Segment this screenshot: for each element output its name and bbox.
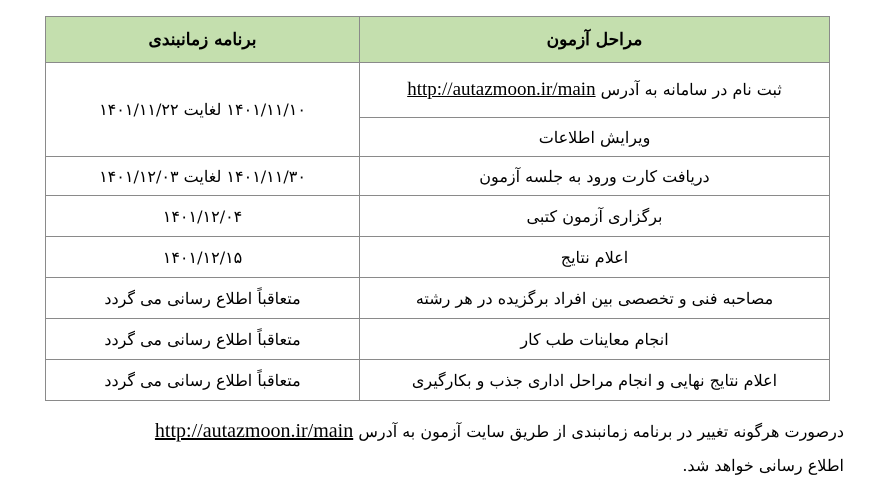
schedule-cell: ۱۴۰۱/۱۲/۰۴ bbox=[46, 196, 360, 237]
autazmoon-link[interactable]: http://autazmoon.ir/main bbox=[407, 79, 596, 100]
table-row bbox=[46, 63, 830, 118]
stage-cell bbox=[360, 63, 830, 118]
header-stage: مراحل آزمون bbox=[360, 17, 830, 63]
table-header-row bbox=[46, 17, 830, 63]
table-row bbox=[46, 157, 830, 196]
table-row bbox=[46, 237, 830, 278]
note-suffix: اطلاع رسانی خواهد شد. bbox=[682, 456, 844, 475]
stage-cell: برگزاری آزمون کتبی bbox=[360, 196, 830, 237]
schedule-cell: ۱۴۰۱/۱۱/۱۰ لغایت ۱۴۰۱/۱۱/۲۲ bbox=[46, 63, 360, 157]
table-row bbox=[46, 196, 830, 237]
table-row bbox=[46, 278, 830, 319]
stage-text: ثبت نام در سامانه به آدرس bbox=[600, 80, 782, 99]
schedule-cell: متعاقباً اطلاع رسانی می گردد bbox=[46, 319, 360, 360]
stage-cell: اعلام نتایج نهایی و انجام مراحل اداری جذب و بکارگیری bbox=[360, 360, 830, 401]
stage-cell: ویرایش اطلاعات bbox=[360, 118, 830, 157]
stage-cell: انجام معاینات طب کار bbox=[360, 319, 830, 360]
schedule-cell: متعاقباً اطلاع رسانی می گردد bbox=[46, 278, 360, 319]
note-link[interactable]: http://autazmoon.ir/main bbox=[154, 420, 354, 442]
schedule-cell: ۱۴۰۱/۱۱/۳۰ لغایت ۱۴۰۱/۱۲/۰۳ bbox=[46, 157, 360, 196]
stage-cell: مصاحبه فنی و تخصصی بین افراد برگزیده در هر رشته bbox=[360, 278, 830, 319]
schedule-cell: متعاقباً اطلاع رسانی می گردد bbox=[46, 360, 360, 401]
stage-cell: دریافت کارت ورود به جلسه آزمون bbox=[360, 157, 830, 196]
table-row bbox=[46, 360, 830, 401]
table-row bbox=[46, 319, 830, 360]
exam-schedule-table bbox=[45, 16, 830, 401]
header-schedule: برنامه زمانبندی bbox=[46, 17, 360, 63]
stage-cell: اعلام نتایج bbox=[360, 237, 830, 278]
note-prefix: درصورت هرگونه تغییر در برنامه زمانبندی از طریق سایت آزمون به آدرس bbox=[358, 422, 844, 441]
schedule-change-note bbox=[24, 414, 844, 483]
schedule-cell: ۱۴۰۱/۱۲/۱۵ bbox=[46, 237, 360, 278]
